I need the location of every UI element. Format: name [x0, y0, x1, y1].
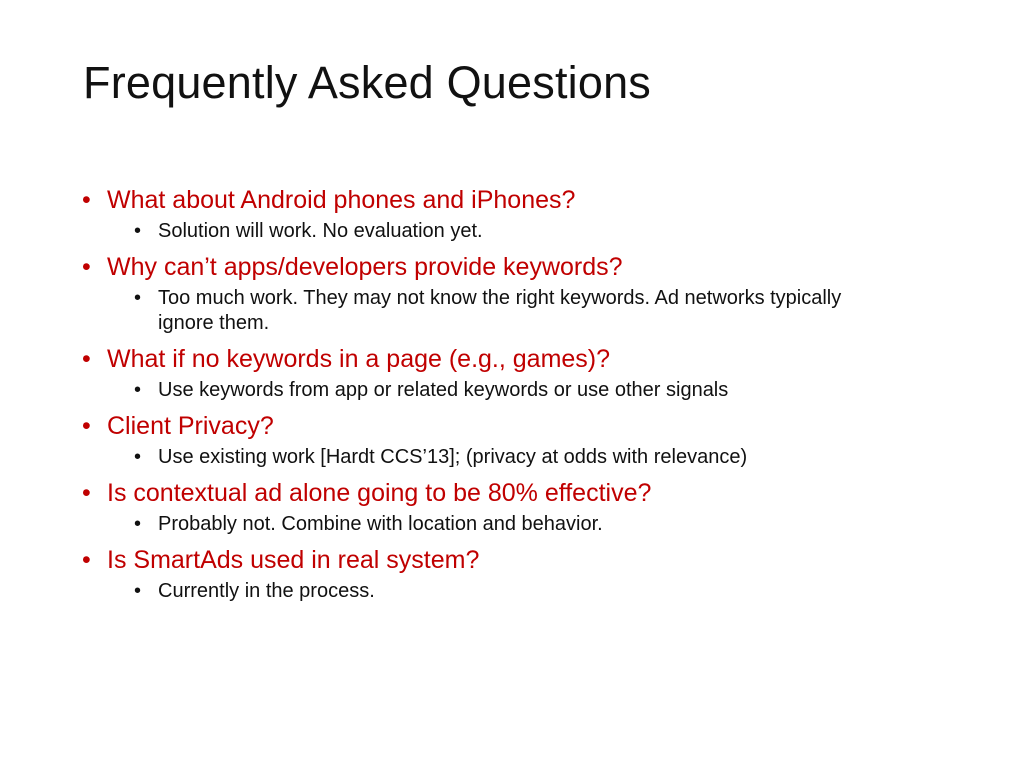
faq-question [82, 183, 962, 217]
answer-text: Use keywords from app or related keywords or use other signals [158, 379, 729, 401]
answer-text: Use existing work [Hardt CCS’13]; (privacy at odds with relevance) [158, 446, 748, 468]
question-text: What if no keywords in a page (e.g., games)? [107, 345, 611, 373]
answer-text: Currently in the process. [158, 580, 375, 602]
bullet-icon: • [134, 379, 142, 401]
faq-question [82, 476, 962, 510]
faq-answer [134, 219, 962, 244]
faq-item [82, 476, 962, 537]
faq-answer [134, 579, 962, 604]
answer-text: Solution will work. No evaluation yet. [158, 220, 483, 242]
faq-question [82, 409, 962, 443]
faq-item [82, 183, 962, 244]
bullet-icon: • [134, 446, 142, 468]
question-text: Is contextual ad alone going to be 80% effective? [107, 479, 652, 507]
bullet-icon: • [134, 513, 142, 535]
question-text: What about Android phones and iPhones? [107, 186, 576, 214]
bullet-icon: • [82, 345, 91, 373]
faq-answer [134, 286, 858, 336]
answer-text: Too much work. They may not know the right keywords. Ad networks typically ignore them. [158, 287, 842, 334]
bullet-icon: • [134, 220, 142, 242]
bullet-icon: • [82, 546, 91, 574]
faq-question [82, 543, 962, 577]
faq-question [82, 342, 962, 376]
bullet-icon: • [134, 287, 142, 309]
bullet-icon: • [134, 580, 142, 602]
faq-item [82, 543, 962, 604]
faq-item [82, 342, 962, 403]
faq-item [82, 250, 962, 336]
slide-title: Frequently Asked Questions [83, 57, 652, 108]
bullet-icon: • [82, 253, 91, 281]
faq-answer [134, 378, 962, 403]
answer-text: Probably not. Combine with location and behavior. [158, 513, 603, 535]
question-text: Client Privacy? [107, 412, 274, 440]
faq-list [82, 183, 962, 610]
faq-question [82, 250, 962, 284]
bullet-icon: • [82, 479, 91, 507]
faq-answer [134, 512, 962, 537]
bullet-icon: • [82, 186, 91, 214]
question-text: Why can’t apps/developers provide keywords? [107, 253, 623, 281]
faq-item [82, 409, 962, 470]
bullet-icon: • [82, 412, 91, 440]
question-text: Is SmartAds used in real system? [107, 546, 480, 574]
faq-answer [134, 445, 962, 470]
